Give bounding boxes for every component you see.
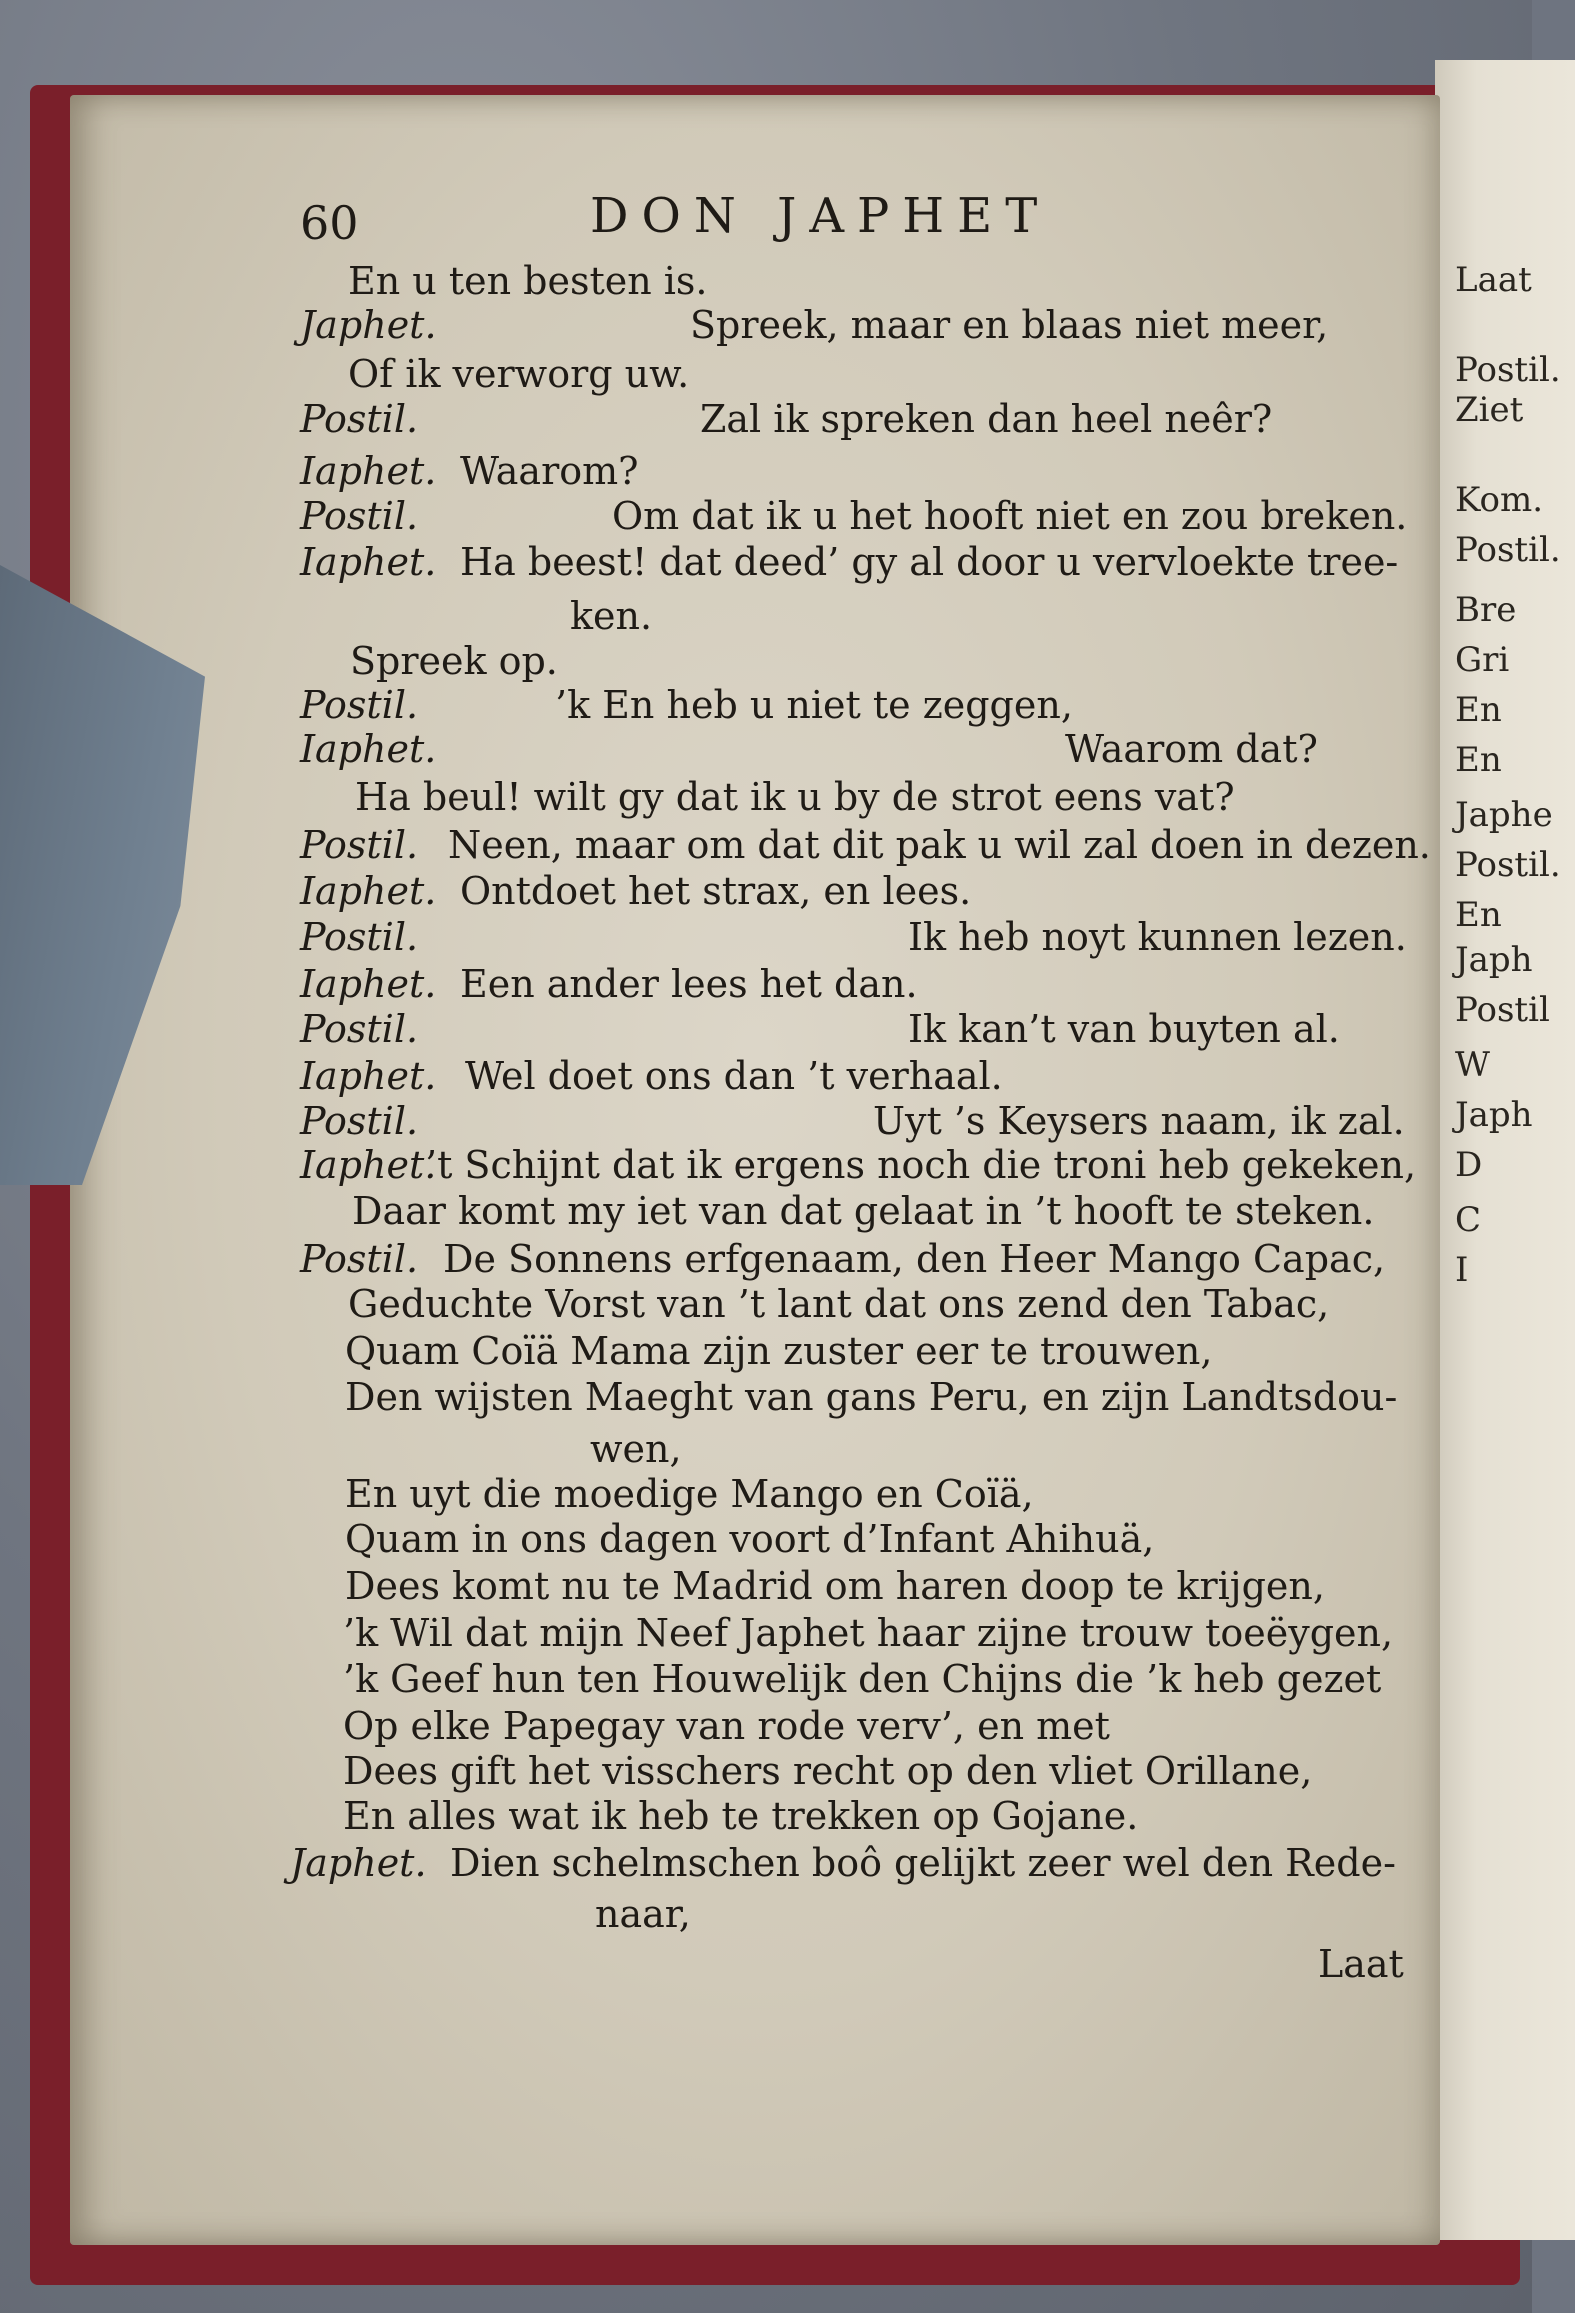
verse-line: Ik heb noyt kunnen lezen. — [908, 915, 1407, 959]
verse-line: Zal ik spreken dan heel neêr? — [700, 397, 1273, 441]
catchword: Laat — [1318, 1942, 1404, 1986]
facing-page-fragment: Postil. — [1455, 845, 1561, 885]
verse-line: ’t Schijnt dat ik ergens noch die troni heb gekeken, — [425, 1143, 1417, 1187]
facing-page-fragment: Kom. — [1455, 480, 1544, 520]
verse-line: ’k Geef hun ten Houwelijk den Chijns die ’k heb gezet — [343, 1657, 1382, 1701]
verse-line: Om dat ik u het hooft niet en zou breken. — [612, 494, 1408, 538]
facing-page-fragment: W — [1455, 1045, 1490, 1085]
speaker-label: Postil. — [300, 915, 419, 959]
verse-line: ’k Wil dat mijn Neef Japhet haar zijne trouw toeëygen, — [343, 1611, 1394, 1655]
speaker-label: Postil. — [300, 683, 419, 727]
facing-page-fragment: Japh — [1455, 1095, 1533, 1135]
speaker-label: Japhet. — [300, 303, 437, 347]
verse-line: naar, — [595, 1892, 691, 1936]
verse-line: Quam in ons dagen voort d’Infant Ahihuä, — [345, 1517, 1155, 1561]
verse-line: Uyt ’s Keysers naam, ik zal. — [873, 1099, 1405, 1143]
facing-page-fragment: Postil. — [1455, 350, 1561, 390]
speaker-label: Iaphet. — [300, 1054, 437, 1098]
verse-line: Ha beest! dat deed’ gy al door u vervloekte tree- — [460, 540, 1399, 584]
facing-page-fragment: En — [1455, 895, 1502, 935]
speaker-label: Postil. — [300, 1099, 419, 1143]
verse-line: Ontdoet het strax, en lees. — [460, 869, 972, 913]
verse-line: Waarom? — [460, 449, 639, 493]
verse-line: ’k En heb u niet te zeggen, — [555, 683, 1073, 727]
verse-line: Ik kan’t van buyten al. — [908, 1007, 1340, 1051]
verse-line: Geduchte Vorst van ’t lant dat ons zend den Tabac, — [348, 1282, 1330, 1326]
verse-line: Wel doet ons dan ’t verhaal. — [465, 1054, 1003, 1098]
facing-page-fragment: Gri — [1455, 640, 1510, 680]
facing-page — [1435, 60, 1575, 2240]
verse-line: Spreek, maar en blaas niet meer, — [690, 303, 1329, 347]
verse-line: Den wijsten Maeght van gans Peru, en zijn Landtsdou- — [345, 1375, 1398, 1419]
speaker-label: Postil. — [300, 397, 419, 441]
verse-line: Of ik verworg uw. — [348, 352, 690, 396]
verse-line: Waarom dat? — [1065, 727, 1318, 771]
verse-line: De Sonnens erfgenaam, den Heer Mango Capac, — [443, 1237, 1386, 1281]
speaker-label: Postil. — [300, 1007, 419, 1051]
speaker-label: Iaphet. — [300, 962, 437, 1006]
facing-page-fragment: En — [1455, 740, 1502, 780]
verse-line: Neen, maar om dat dit pak u wil zal doen in dezen. — [448, 823, 1431, 867]
verse-line: En u ten besten is. — [348, 259, 708, 303]
speaker-label: Iaphet. — [300, 449, 437, 493]
page-number: 60 — [300, 196, 359, 250]
facing-page-fragment: C — [1455, 1200, 1482, 1240]
verse-line: Dees komt nu te Madrid om haren doop te krijgen, — [345, 1564, 1325, 1608]
verse-line: En uyt die moedige Mango en Coïä, — [345, 1472, 1034, 1516]
facing-page-fragment: Japhe — [1455, 795, 1553, 835]
speaker-label: Iaphet. — [300, 540, 437, 584]
verse-line: En alles wat ik heb te trekken op Gojane. — [343, 1794, 1139, 1838]
speaker-label: Postil. — [300, 823, 419, 867]
facing-page-fragment: Bre — [1455, 590, 1517, 630]
speaker-label: Japhet. — [290, 1841, 427, 1885]
speaker-label: Iaphet. — [300, 1143, 437, 1187]
speaker-label: Postil. — [300, 1237, 419, 1281]
verse-line: Quam Coïä Mama zijn zuster eer te trouwen, — [345, 1329, 1213, 1373]
verse-line: Een ander lees het dan. — [460, 962, 918, 1006]
running-head: DON JAPHET — [590, 188, 1051, 244]
verse-line: Op elke Papegay van rode verv’, en met — [343, 1704, 1110, 1748]
facing-page-fragment: Postil. — [1455, 530, 1561, 570]
facing-page-fragment: Laat — [1455, 260, 1532, 300]
speaker-label: Postil. — [300, 494, 419, 538]
verse-line: Daar komt my iet van dat gelaat in ’t hooft te steken. — [352, 1189, 1375, 1233]
speaker-label: Iaphet. — [300, 727, 437, 771]
verse-line: Dees gift het visschers recht op den vliet Orillane, — [343, 1749, 1313, 1793]
verse-line: ken. — [570, 594, 653, 638]
facing-page-fragment: En — [1455, 690, 1502, 730]
facing-page-fragment: Ziet — [1455, 390, 1524, 430]
facing-page-fragment: Postil — [1455, 990, 1550, 1030]
verse-line: Ha beul! wilt gy dat ik u by de strot eens vat? — [355, 775, 1235, 819]
facing-page-fragment: Japh — [1455, 940, 1533, 980]
facing-page-fragment: I — [1455, 1250, 1469, 1290]
verse-line: Spreek op. — [350, 639, 558, 683]
verse-line: Dien schelmschen boô gelijkt zeer wel den Rede- — [450, 1841, 1396, 1885]
verse-line: wen, — [590, 1427, 682, 1471]
speaker-label: Iaphet. — [300, 869, 437, 913]
facing-page-fragment: D — [1455, 1145, 1483, 1185]
